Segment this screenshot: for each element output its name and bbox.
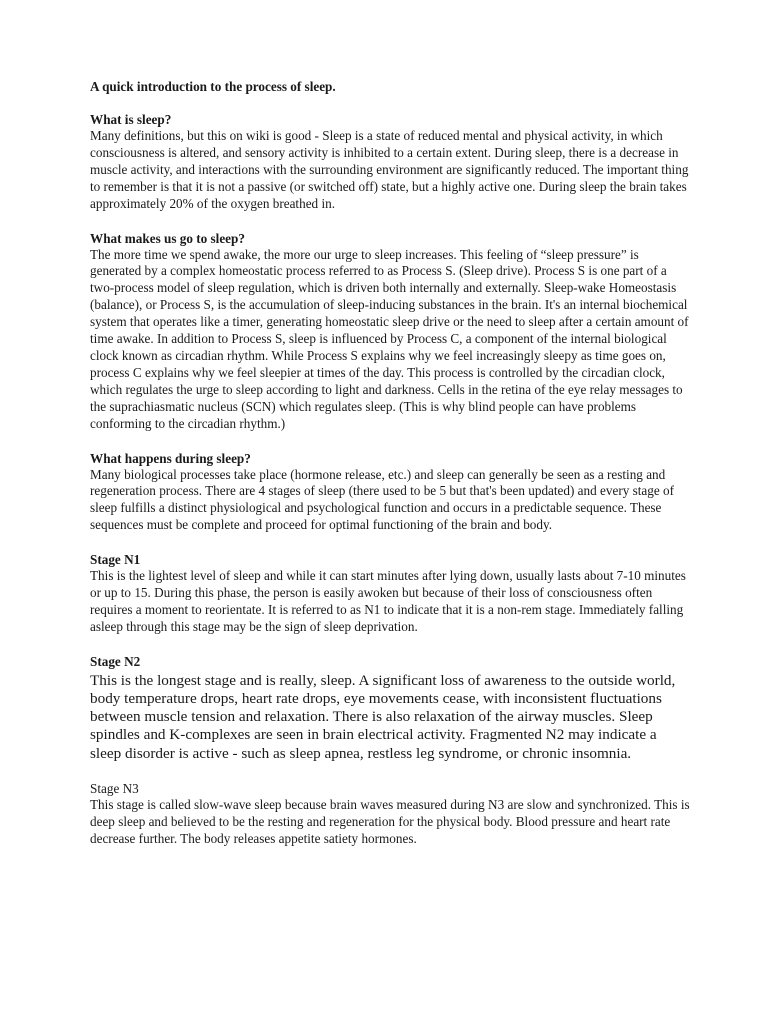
section-what-makes-us-sleep <box>90 230 690 433</box>
section-stage-n2 <box>90 653 690 763</box>
section-stage-n3 <box>90 780 690 848</box>
section-what-happens-during-sleep <box>90 450 690 535</box>
section-body: This stage is called slow-wave sleep because brain waves measured during N3 are slow and synchronized. This is deep sleep and believed to be the resting and regeneration for the physical body. Blood pressure and heart rate decrease further. The body releases appetite satiety hormones. <box>90 796 690 846</box>
section-body: This is the lightest level of sleep and while it can start minutes after lying down, usually lasts about 7-10 minutes or up to 15. During this phase, the person is easily awoken but because of their loss of consciousness often requires a moment to reorientate. It is referred to as N1 to indicate that it is a non-rem stage. Immediately falling asleep through this stage may be the sign of sleep deprivation. <box>90 568 686 634</box>
section-body: This is the longest stage and is really, sleep. A significant loss of awareness to the outside world, body temperature drops, heart rate drops, eye movements cease, with inconsistent fluctuations between muscle tension and relaxation. There is also relaxation of the airway muscles. Sleep spindles and K-complexes are seen in brain electrical activity. Fragmented N2 may indicate a sleep disorder is active - such as sleep apnea, restless leg syndrome, or chronic insomnia. <box>90 671 676 762</box>
section-heading: What happens during sleep? <box>90 450 251 466</box>
section-body: Many definitions, but this on wiki is good - Sleep is a state of reduced mental and physical activity, in which consciousness is altered, and sensory activity is inhibited to a certain extent. During sleep, there is a decrease in muscle activity, and interactions with the surrounding environment are significantly reduced. The important thing to remember is that it is not a passive (or switched off) state, but a highly active one. During sleep the brain takes approximately 20% of the oxygen breathed in. <box>90 128 689 211</box>
section-what-is-sleep <box>90 111 690 213</box>
section-heading: What makes us go to sleep? <box>90 230 245 246</box>
document-title: A quick introduction to the process of sleep. <box>90 79 336 94</box>
section-stage-n1 <box>90 551 690 636</box>
section-heading: Stage N2 <box>90 653 141 669</box>
section-body: Many biological processes take place (hormone release, etc.) and sleep can generally be seen as a resting and regeneration process. There are 4 stages of sleep (there used to be 5 but that's been updated) and every stage of sleep fulfills a distinct physiological and psychological function and occurs in a predictable sequence. These sequences must be complete and proceed for optimal functioning of the brain and body. <box>90 466 674 533</box>
section-heading: Stage N1 <box>90 552 141 568</box>
section-body: The more time we spend awake, the more our urge to sleep increases. This feeling of “sleep pressure” is generated by a complex homeostatic process referred to as Process S. (Sleep drive). Process S is one part of a two-process model of sleep regulation, which is driven both internally and externally. Sleep-wake Homeostasis (balance), or Process S, is the accumulation of sleep-inducing substances in the brain. It's an internal biochemical system that operates like a timer, generating homeostatic sleep drive or the need to sleep after a certain amount of time awake. In addition to Process S, sleep is influenced by Process C, a component of the internal biological clock known as circadian rhythm. While Process S explains why we feel increasingly sleepy as time goes on, process C explains why we feel sleepier at times of the day. This process is controlled by the circadian clock, which regulates the urge to sleep according to light and darkness. Cells in the retina of the eye relay messages to the suprachiasmatic nucleus (SCN) which regulates sleep. (This is why blind people can have problems conforming to the circadian rhythm.) <box>90 246 689 431</box>
section-heading: Stage N3 <box>90 780 139 796</box>
section-heading: What is sleep? <box>90 112 172 127</box>
document-page <box>90 78 690 864</box>
